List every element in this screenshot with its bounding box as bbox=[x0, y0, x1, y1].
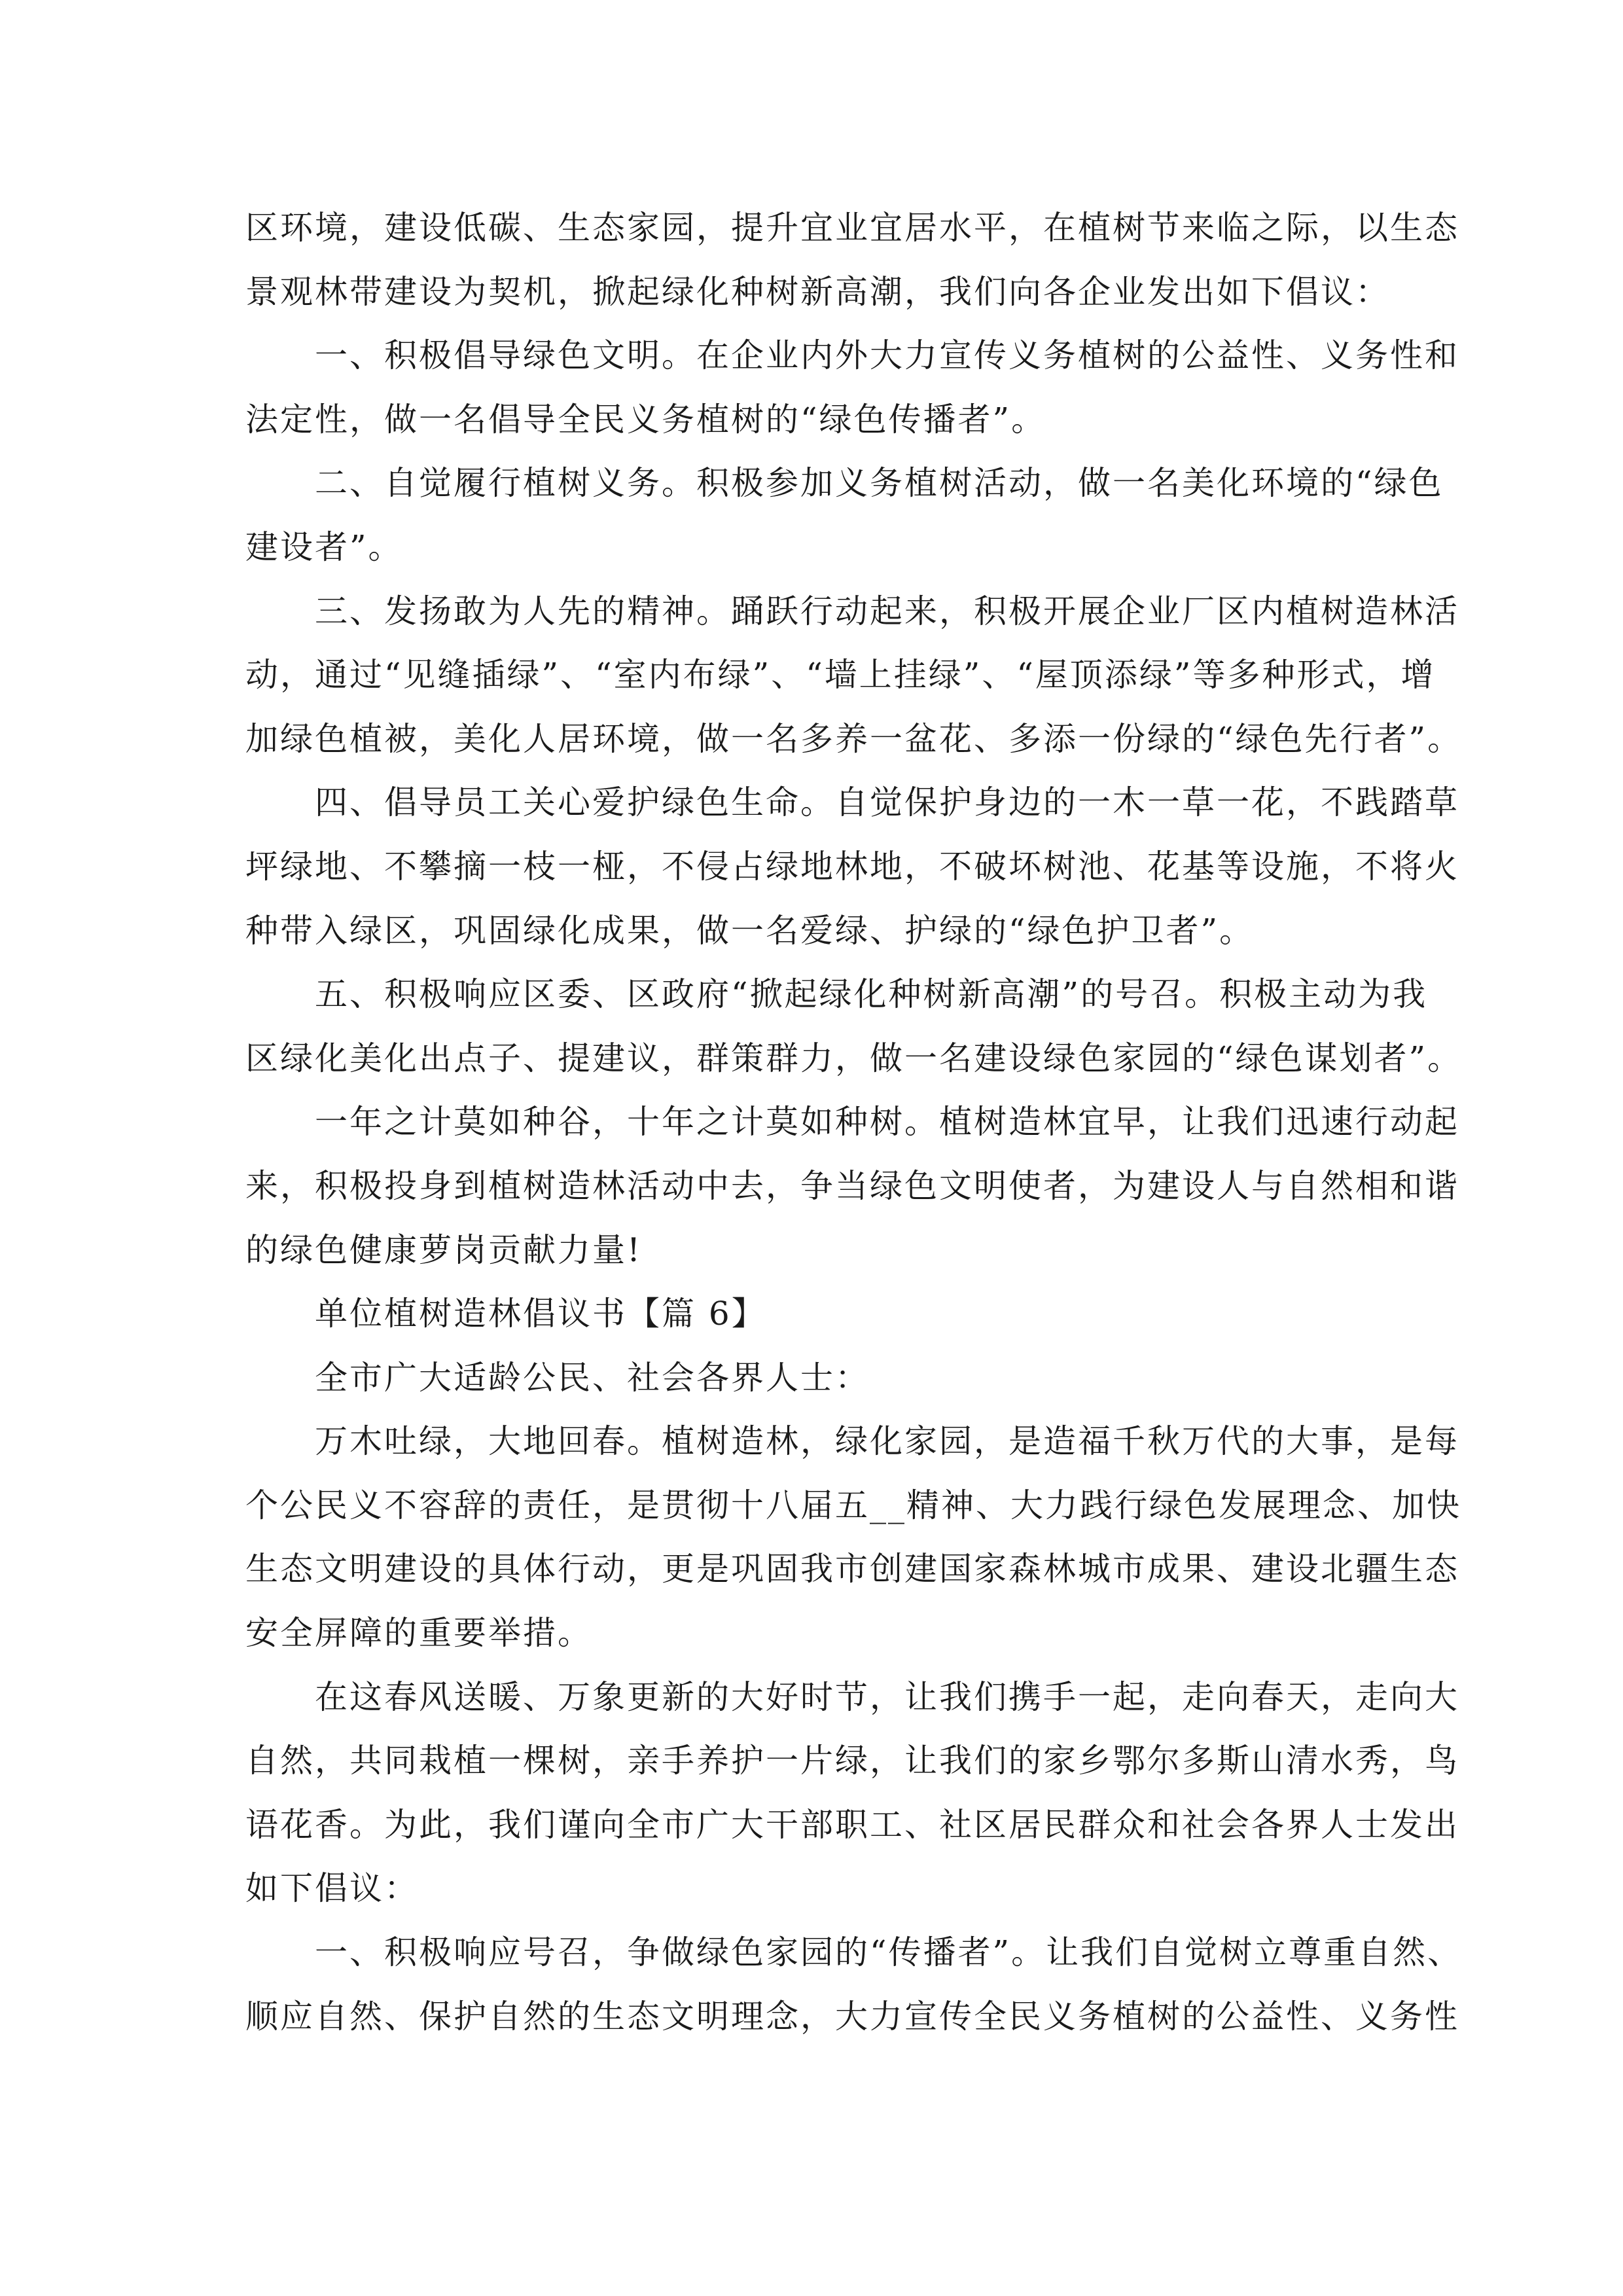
text-line: 生态文明建设的具体行动，更是巩固我市创建国家森林城市成果、建设北疆生态 bbox=[245, 1550, 1459, 1588]
document-paragraph bbox=[245, 1921, 1463, 2049]
text-line: 在这春风送暖、万象更新的大好时节，让我们携手一起，走向春天，走向大 bbox=[315, 1677, 1459, 1716]
text-line: 动，通过“见缝插绿”、“室内布绿”、“墙上挂绿”、“屋顶添绿”等多种形式，增 bbox=[245, 656, 1436, 694]
text-line: 单位植树造林倡议书【篇 6】 bbox=[315, 1295, 766, 1333]
text-line: 三、发扬敢为人先的精神。踊跃行动起来，积极开展企业厂区内植树造林活 bbox=[315, 592, 1459, 630]
text-line: 安全屏障的重要举措。 bbox=[245, 1614, 592, 1653]
document-paragraph bbox=[245, 771, 1459, 963]
text-line: 来，积极投身到植树造林活动中去，争当绿色文明使者，为建设人与自然相和谐 bbox=[245, 1166, 1459, 1205]
document-paragraph bbox=[245, 196, 1459, 324]
document-paragraph bbox=[245, 1666, 1459, 1921]
text-line: 自然，共同栽植一棵树，亲手养护一片绿，让我们的家乡鄂尔多斯山清水秀，鸟 bbox=[245, 1742, 1459, 1780]
text-line: 景观林带建设为契机，掀起绿化种树新高潮，我们向各企业发出如下倡议： bbox=[245, 272, 1390, 311]
text-line: 一年之计莫如种谷，十年之计莫如种树。植树造林宜早，让我们迅速行动起 bbox=[315, 1103, 1459, 1141]
document-paragraph bbox=[245, 1410, 1461, 1665]
text-line: 的绿色健康萝岗贡献力量! bbox=[245, 1230, 643, 1269]
text-line: 如下倡议： bbox=[245, 1869, 419, 1908]
text-line: 万木吐绿，大地回春。植树造林，绿化家园，是造福千秋万代的大事，是每 bbox=[315, 1422, 1459, 1461]
text-line: 顺应自然、保护自然的生态文明理念，大力宣传全民义务植树的公益性、义务性 bbox=[245, 1997, 1459, 2036]
document-paragraph bbox=[245, 963, 1463, 1090]
document-paragraph bbox=[245, 1090, 1459, 1282]
text-line: 五、积极响应区委、区政府“掀起绿化种树新高潮”的号召。积极主动为我 bbox=[315, 975, 1428, 1014]
document-page bbox=[245, 196, 1463, 2049]
document-paragraph bbox=[245, 324, 1459, 452]
document-paragraph bbox=[245, 580, 1463, 772]
document-paragraph bbox=[245, 1346, 1381, 1410]
text-line: 区环境，建设低碳、生态家园，提升宜业宜居水平，在植树节来临之际，以生态 bbox=[245, 209, 1459, 247]
text-line: 法定性，做一名倡导全民义务植树的“绿色传播者”。 bbox=[245, 400, 1046, 439]
text-line: 区绿化美化出点子、提建议，群策群力，做一名建设绿色家园的“绿色谋划者”。 bbox=[245, 1039, 1463, 1077]
text-line: 建设者”。 bbox=[245, 528, 403, 566]
document-paragraph bbox=[245, 1282, 1381, 1346]
text-line: 加绿色植被，美化人居环境，做一名多养一盆花、多添一份绿的“绿色先行者”。 bbox=[245, 719, 1463, 758]
text-line: 四、倡导员工关心爱护绿色生命。自觉保护身边的一木一草一花，不践踏草 bbox=[315, 783, 1459, 822]
text-line: 个公民义不容辞的责任，是贯彻十八届五__精神、大力践行绿色发展理念、加快 bbox=[245, 1486, 1461, 1524]
text-line: 一、积极响应号召，争做绿色家园的“传播者”。让我们自觉树立尊重自然、 bbox=[315, 1933, 1463, 1972]
text-line: 坪绿地、不攀摘一枝一桠，不侵占绿地林地，不破坏树池、花基等设施，不将火 bbox=[245, 847, 1459, 886]
text-line: 一、积极倡导绿色文明。在企业内外大力宣传义务植树的公益性、义务性和 bbox=[315, 336, 1459, 375]
text-line: 种带入绿区，巩固绿化成果，做一名爱绿、护绿的“绿色护卫者”。 bbox=[245, 911, 1255, 950]
text-line: 全市广大适龄公民、社会各界人士： bbox=[315, 1358, 870, 1397]
document-paragraph bbox=[245, 452, 1444, 579]
text-line: 语花香。为此，我们谨向全市广大干部职工、社区居民群众和社会各界人士发出 bbox=[245, 1805, 1459, 1844]
text-line: 二、自觉履行植树义务。积极参加义务植树活动，做一名美化环境的“绿色 bbox=[315, 464, 1444, 503]
